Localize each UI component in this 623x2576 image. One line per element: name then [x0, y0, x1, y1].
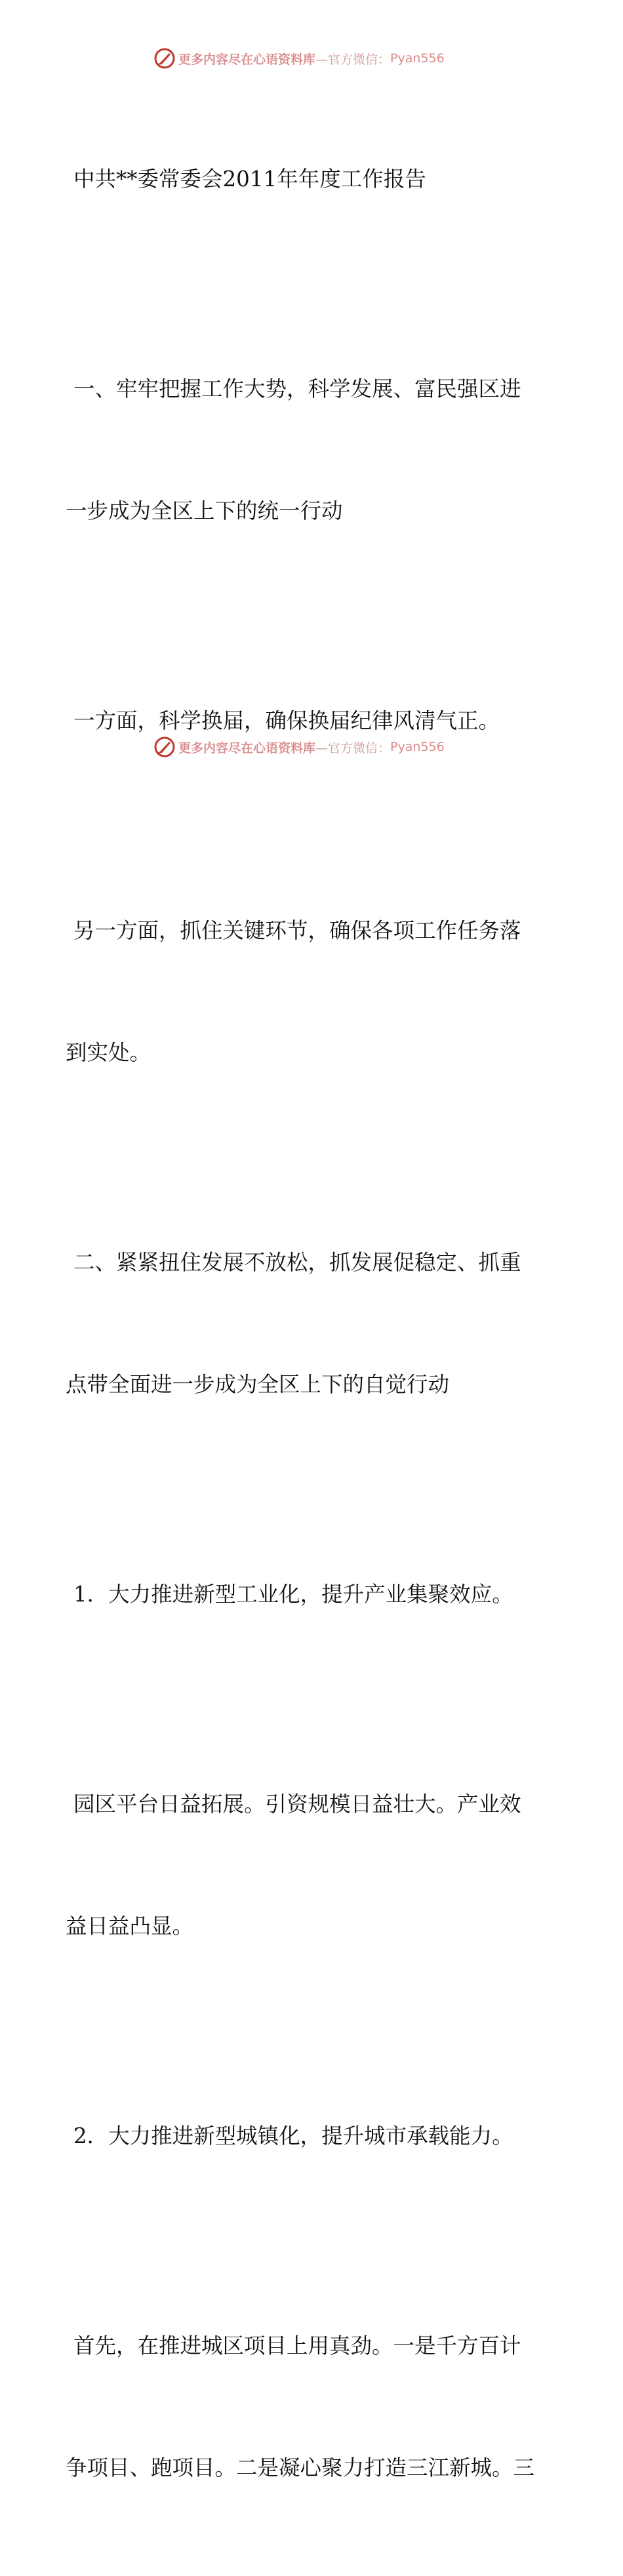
paragraph-1 [66, 287, 564, 613]
paragraph-5 [66, 1493, 564, 1696]
watermark-id: Pyan556 [390, 740, 445, 754]
paragraph-3 [66, 829, 564, 1154]
paragraph-line: 2．大力推进新型城镇化，提升城市承载能力。 [73, 2123, 513, 2148]
paragraph-line: 到实处。 [66, 1040, 151, 1065]
quill-logo-icon [153, 736, 176, 758]
paragraph-line: 争项目、跑项目。二是凝心聚力打造三江新城。三 [66, 2455, 535, 2480]
watermark-text-main: 更多内容尽在心语资料库 [178, 52, 316, 67]
paragraph-line: 一、牢牢把握工作大势，科学发展、富民强区进 [73, 376, 521, 401]
paragraph-line: 另一方面，抓住关键环节，确保各项工作任务落 [73, 918, 521, 943]
paragraph-2 [66, 619, 564, 822]
paragraph-4 [66, 1161, 564, 1486]
document-body [66, 77, 564, 2576]
watermark-text-sub: —官方微信： [315, 52, 391, 67]
title-text: 中共**委常委会2011年年度工作报告 [73, 167, 426, 191]
document-title [66, 77, 564, 281]
paragraph-line: 一步成为全区上下的统一行动 [66, 498, 343, 523]
paragraph-6 [66, 1702, 564, 2028]
watermark-text-sub: —官方微信： [315, 740, 391, 755]
paragraph-7 [66, 2034, 564, 2238]
paragraph-line: 二、紧紧扭住发展不放松，抓发展促稳定、抓重 [73, 1250, 521, 1275]
watermark-banner-top [153, 47, 468, 70]
paragraph-line: 1．大力推进新型工业化，提升产业集聚效应。 [73, 1582, 513, 1607]
watermark-banner-bottom [153, 736, 468, 758]
paragraph-line: 一方面，科学换届，确保换届纪律风清气正。 [73, 708, 500, 733]
paragraph-8 [66, 2244, 564, 2569]
quill-logo-icon [153, 47, 176, 70]
watermark-text-main: 更多内容尽在心语资料库 [178, 740, 316, 755]
paragraph-line: 园区平台日益拓展。引资规模日益壮大。产业效 [73, 1792, 521, 1817]
paragraph-line: 点带全面进一步成为全区上下的自觉行动 [66, 1372, 450, 1397]
paragraph-line: 益日益凸显。 [66, 1914, 194, 1939]
watermark-id: Pyan556 [390, 51, 445, 66]
paragraph-line: 首先，在推进城区项目上用真劲。一是千方百计 [73, 2333, 521, 2358]
